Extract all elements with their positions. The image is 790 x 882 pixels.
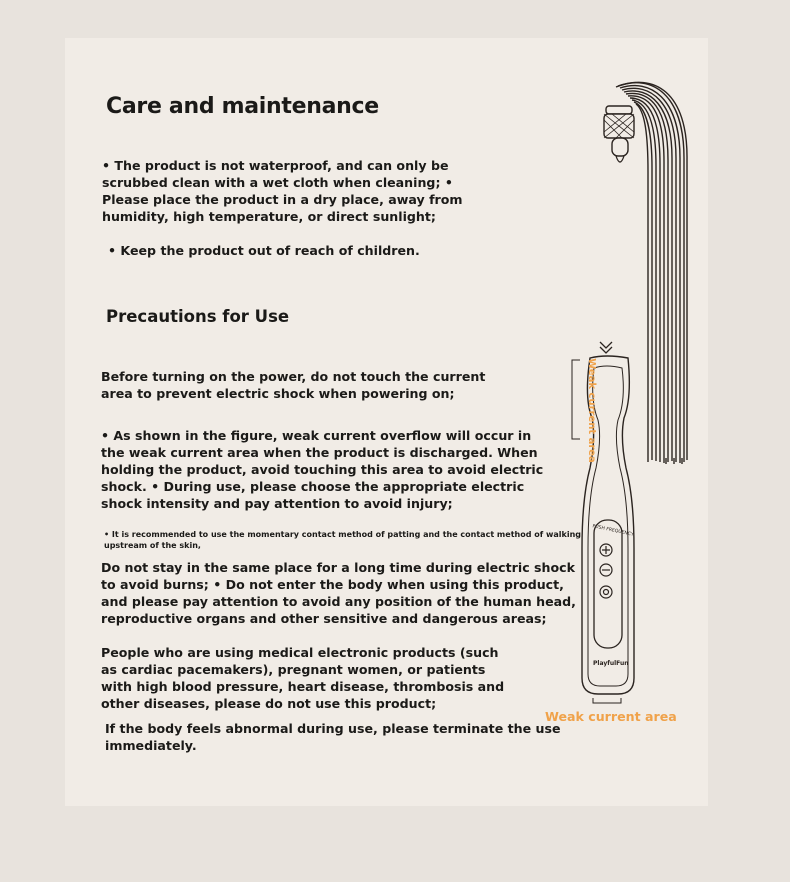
precaution-paragraph-2	[101, 427, 543, 512]
care-title: Care and maintenance	[106, 94, 379, 119]
precaution-line: • As shown in the figure, weak current overflow will occur in	[101, 428, 532, 443]
precaution-line: to avoid burns; • Do not enter the body when using this product,	[101, 577, 564, 592]
weak-current-label-side: Weak current area	[585, 358, 597, 463]
precaution-line: immediately.	[105, 738, 197, 753]
chevron-down-icon	[600, 342, 612, 353]
care-paragraph	[102, 157, 463, 225]
precaution-line: People who are using medical electronic products (such	[101, 645, 499, 660]
precaution-line: shock intensity and pay attention to avoid injury;	[101, 496, 453, 511]
bracket-bottom-icon	[593, 698, 621, 703]
precaution-line: Before turning on the power, do not touch the current	[101, 369, 486, 384]
precaution-line: and please pay attention to avoid any position of the human head,	[101, 594, 576, 609]
tiny-line: • It is recommended to use the momentary contact method of patting and the contact method of walking	[104, 530, 581, 539]
care-line: Please place the product in a dry place, away from	[102, 192, 463, 207]
precaution-line: shock. • During use, please choose the appropriate electric	[101, 479, 525, 494]
care-line: • The product is not waterproof, and can only be	[102, 158, 449, 173]
precaution-line: with high blood pressure, heart disease, thrombosis and	[101, 679, 505, 694]
precautions-title: Precautions for Use	[106, 307, 290, 326]
precaution-paragraph-1	[101, 368, 485, 402]
panel-label: PUSH FREQUENCY	[591, 524, 634, 538]
precaution-line: other diseases, please do not use this product;	[101, 696, 437, 711]
precaution-line: as cardiac pacemakers), pregnant women, or patients	[101, 662, 486, 677]
weak-current-label-bottom: Weak current area	[545, 709, 677, 724]
precaution-line: area to prevent electric shock when powering on;	[101, 386, 455, 401]
precaution-tiny-note	[104, 529, 581, 551]
bracket-side-icon	[572, 360, 580, 439]
precaution-line: holding the product, avoid touching this area to avoid electric	[101, 462, 544, 477]
precaution-line: the weak current area when the product is discharged. When	[101, 445, 538, 460]
precaution-line: Do not stay in the same place for a long time during electric shock	[101, 560, 575, 575]
precaution-line: reproductive organs and other sensitive and dangerous areas;	[101, 611, 547, 626]
care-children-line: • Keep the product out of reach of children.	[108, 243, 420, 258]
product-illustration	[540, 78, 720, 718]
precaution-paragraph-3	[101, 559, 576, 627]
care-line: humidity, high temperature, or direct sunlight;	[102, 209, 436, 224]
handle-cap-icon	[604, 106, 634, 162]
precaution-paragraph-5	[105, 720, 561, 754]
brand-logo: PlayfulFun	[593, 660, 629, 667]
tiny-line: upstream of the skin,	[104, 541, 201, 550]
precaution-line: If the body feels abnormal during use, please terminate the use	[105, 721, 561, 736]
care-line: scrubbed clean with a wet cloth when cleaning; •	[102, 175, 453, 190]
precaution-paragraph-4	[101, 644, 504, 712]
